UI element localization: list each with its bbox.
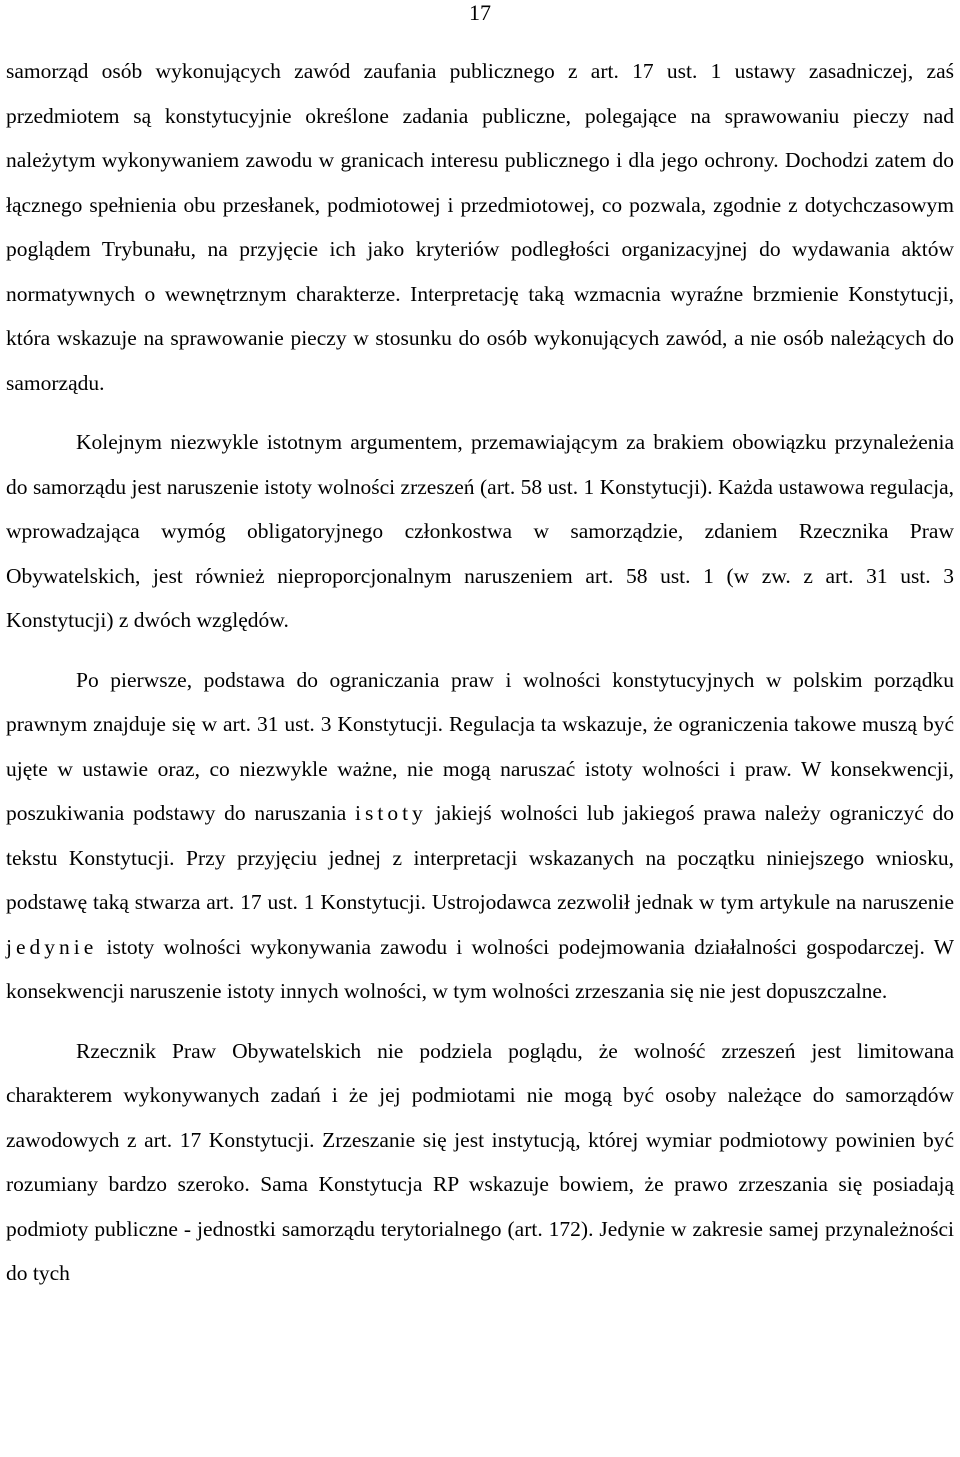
paragraph-text: Po pierwsze, podstawa do ograniczania praw i wolności konstytucyjnych w polskim porządku prawnym znajduje się w art. 31 ust. 3 Konstytucji. Regulacja ta wskazuje, że ograniczenia takowe muszą być ujęte w ustawie oraz, co niezwykle ważne, nie mogą naruszać istoty wolności i praw. W konsekwencji, poszukiwania podstawy do naruszania xyxy=(6,667,954,825)
paragraph-text: Rzecznik Praw Obywatelskich nie podziela poglądu, że wolność zrzeszeń jest limitowana charakterem wykonywanych zadań i że jej podmiotami nie mogą być osoby należące do samorządów zawodowych z art. 17 Konstytucji. Zrzeszanie się jest instytucją, której wymiar podmiotowy powinien być rozumiany bardzo szeroko. Sama Konstytucja RP wskazuje bowiem, że prawo zrzeszania się posiadają podmioty publiczne - jednostki samorządu terytorialnego (art. 172). Jedynie w zakresie samej przynależności do tych xyxy=(6,1038,954,1285)
paragraph-text: Kolejnym niezwykle istotnym argumentem, przemawiającym za brakiem obowiązku przynależenia do samorządu jest naruszenie istoty wolności zrzeszeń (art. 58 ust. 1 Konstytucji). Każda ustawowa regulacja, wprowadzająca wymóg obligatoryjnego członkostwa w samorządzie, zdaniem Rzecznika Praw Obywatelskich, jest również nieproporcjonalnym naruszeniem art. 58 ust. 1 (w zw. z art. 31 ust. 3 Konstytucji) z dwóch względów. xyxy=(6,430,954,632)
paragraph-gap xyxy=(6,1014,954,1029)
page-number: 17 xyxy=(469,0,491,25)
paragraph-text: samorząd osób wykonujących zawód zaufania publicznego z art. 17 ust. 1 ustawy zasadniczej, zaś przedmiotem są konstytucyjnie określone zadania publiczne, polegające na sprawowaniu pieczy nad należytym wykonywaniem zawodu w granicach interesu publicznego i dla jego ochrony. Dochodzi zatem do łącznego spełnienia obu przesłanek, podmiotowej i przedmiotowej, co pozwala, zgodnie z dotychczasowym poglądem Trybunału, na przyjęcie ich jako kryteriów podległości organizacyjnej do wydawania aktów normatywnych o wewnętrznym charakterze. Interpretację taką wzmacnia wyraźne brzmienie Konstytucji, która wskazuje na sprawowanie pieczy w stosunku do osób wykonujących zawód, a nie osób należących do samorządu. xyxy=(6,59,954,395)
document-body xyxy=(6,49,954,1296)
paragraph-text: istoty wolności wykonywania zawodu i wolności podejmowania działalności gospodarczej. W konsekwencji naruszenie istoty innych wolności, w tym wolności zrzeszania się nie jest dopuszczalne. xyxy=(6,934,954,1003)
paragraph-3 xyxy=(6,658,954,1014)
emphasized-word-istoty: istoty xyxy=(355,801,427,825)
paragraph-gap xyxy=(6,643,954,658)
paragraph-1 xyxy=(6,49,954,405)
paragraph-text: jakiejś wolności lub jakiegoś prawa należy ograniczyć do tekstu Konstytucji. Przy przyjęciu jednej z interpretacji wskazanych na początku niniejszego wniosku, podstawę taką stwarza art. 17 ust. 1 Konstytucji. Ustrojodawca zezwolił jednak w tym artykule na naruszenie xyxy=(6,801,954,914)
paragraph-4 xyxy=(6,1029,954,1296)
emphasized-word-jedynie: jedynie xyxy=(6,934,98,959)
paragraph-2 xyxy=(6,420,954,643)
paragraph-gap xyxy=(6,405,954,420)
